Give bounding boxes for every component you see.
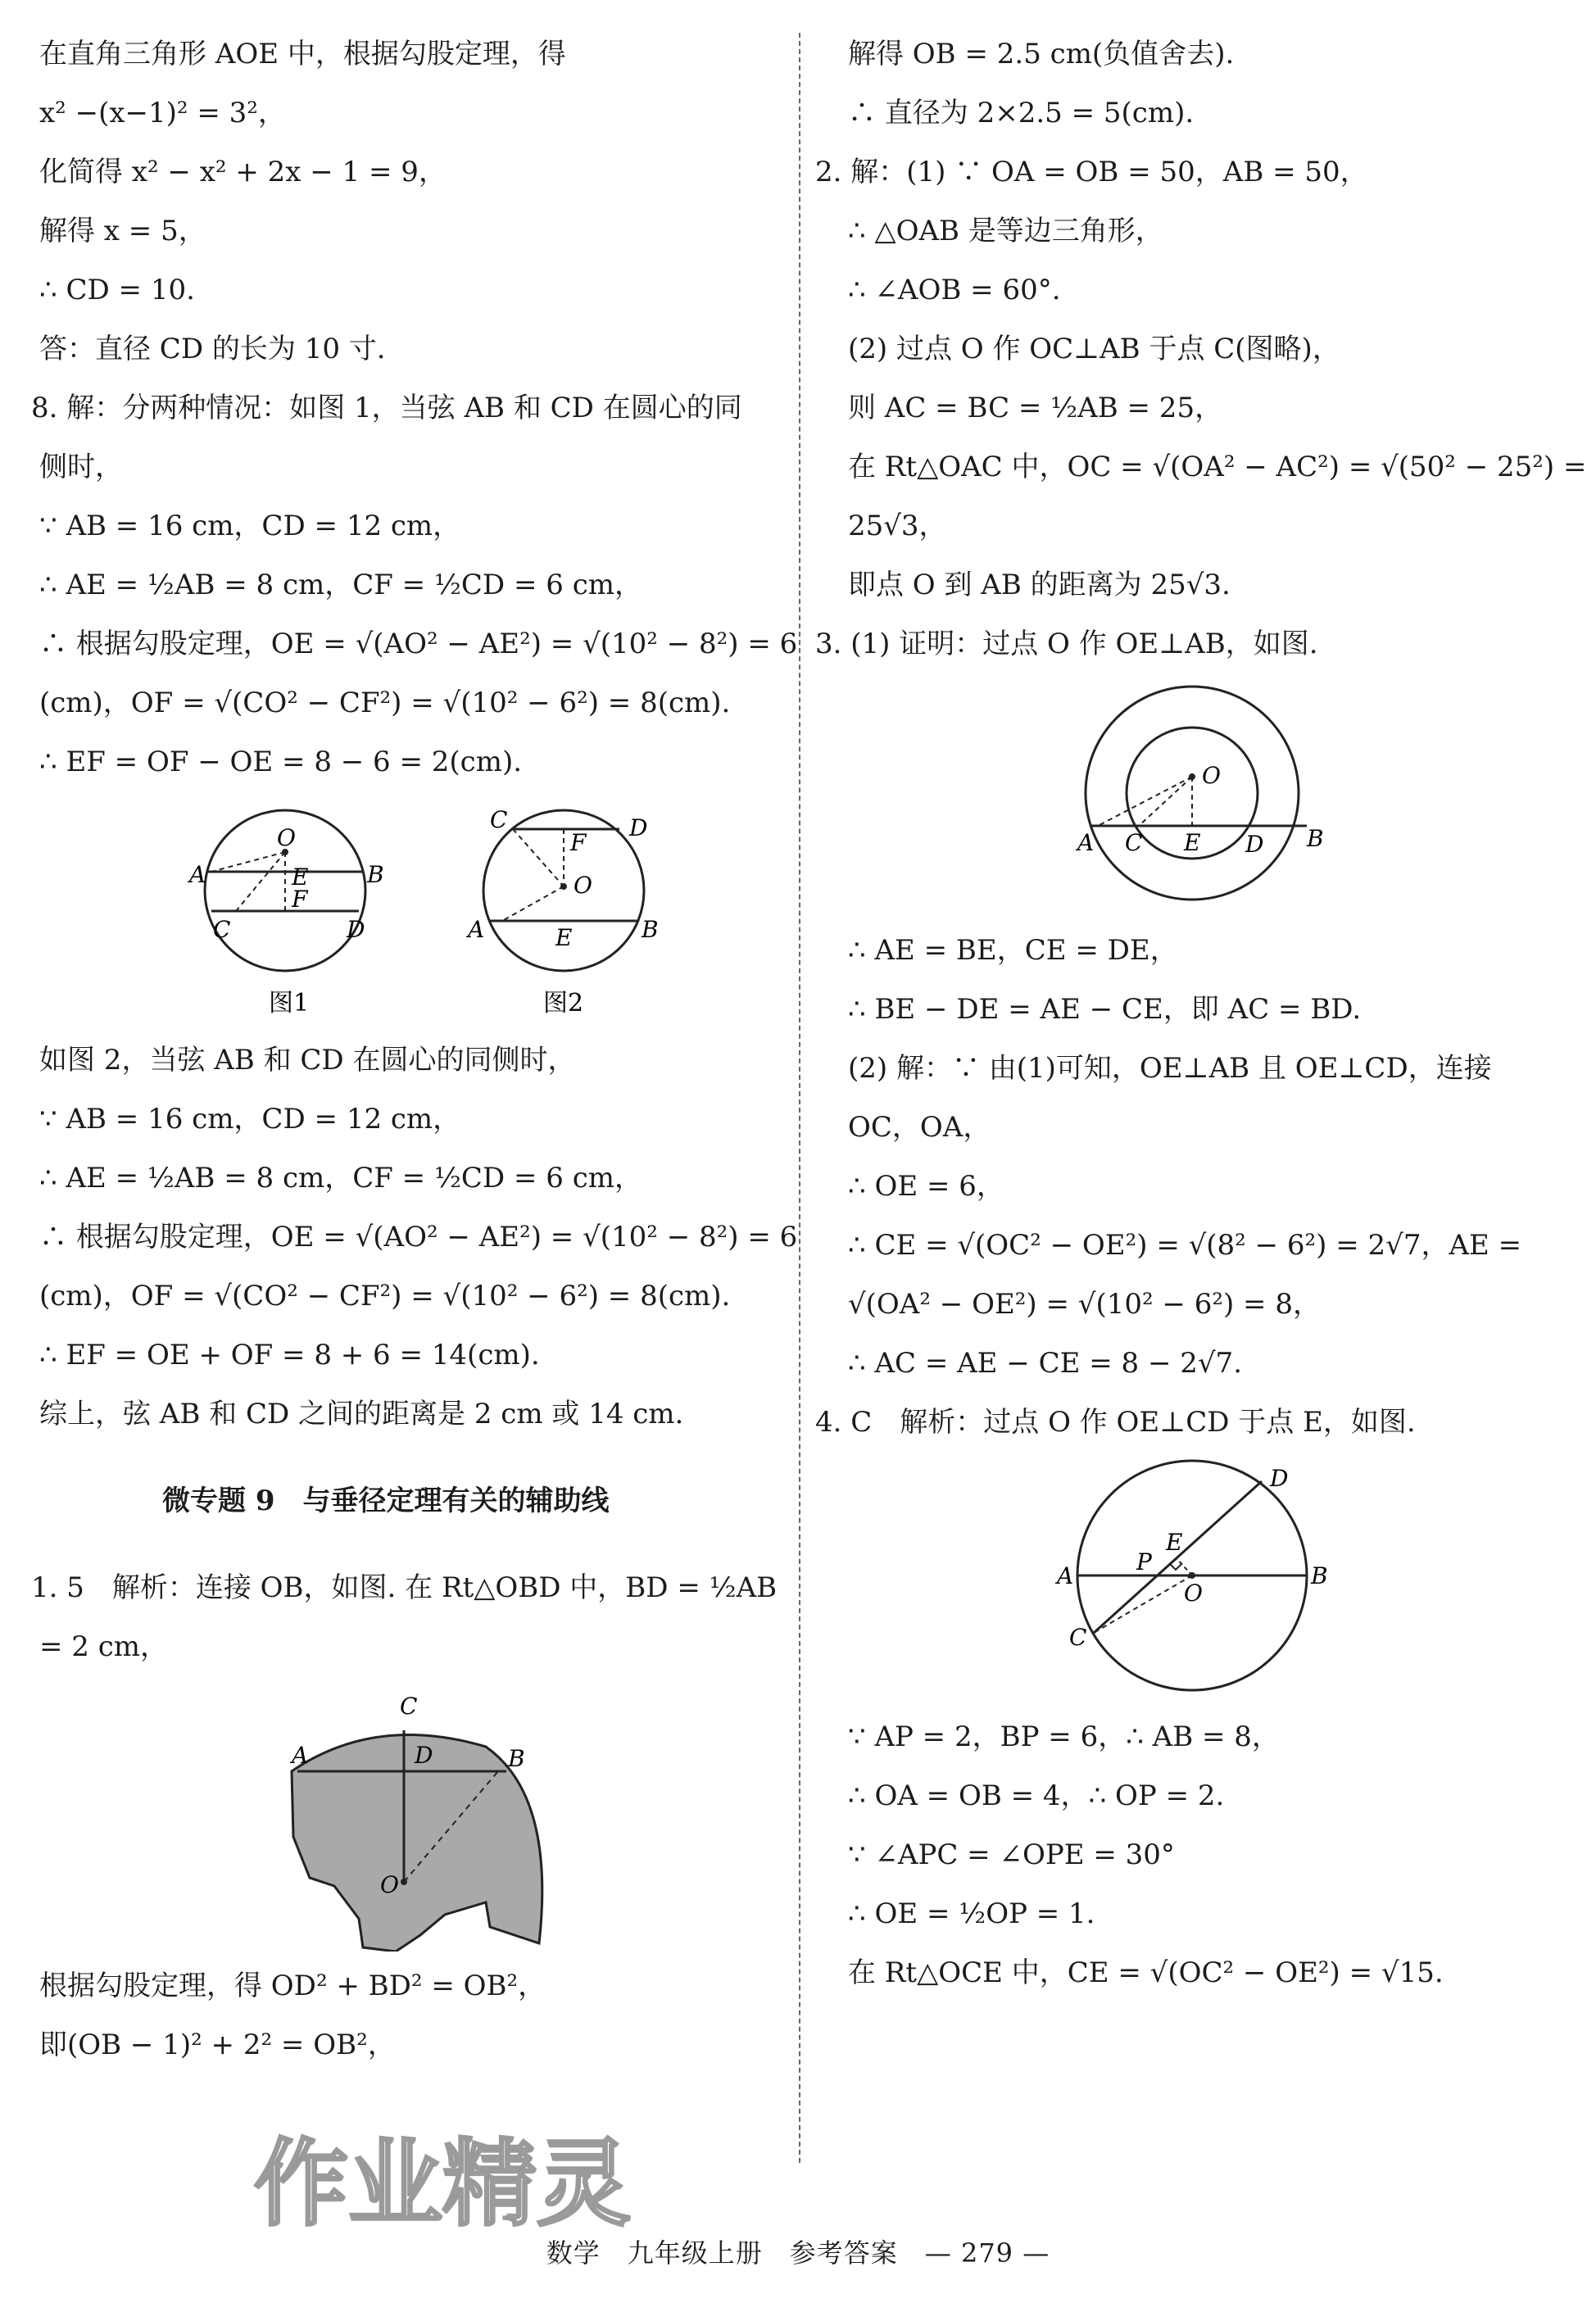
text-line: 即(OB − 1)² + 2² = OB²， bbox=[39, 2029, 396, 2061]
label-B: B bbox=[642, 916, 659, 943]
label-O: O bbox=[277, 824, 296, 851]
text-line: ∵ AP = 2，BP = 6，∴ AB = 8， bbox=[848, 1720, 1280, 1753]
text-line: ∴ ∠AOB = 60°. bbox=[848, 274, 1061, 306]
text-line: 根据勾股定理，得 OD² + BD² = OB²， bbox=[39, 1970, 546, 2002]
figure-concentric bbox=[815, 678, 1569, 916]
text-line: OC，OA， bbox=[848, 1111, 991, 1144]
label-C: C bbox=[1125, 829, 1143, 856]
label-E: E bbox=[555, 924, 573, 951]
label-A: A bbox=[189, 861, 206, 888]
text-line: 侧时， bbox=[39, 451, 123, 483]
text-line: (cm)，OF = √(CO² − CF²) = √(10² − 6²) = 8(cm). bbox=[39, 1280, 731, 1312]
label-A: A bbox=[1077, 829, 1095, 856]
text-line: √(OA² − OE²) = √(10² − 6²) = 8， bbox=[848, 1288, 1321, 1321]
text-line: ∵ ∠APC = ∠OPE = 30° bbox=[848, 1838, 1175, 1871]
text-line: ∴ AC = AE − CE = 8 − 2√7. bbox=[848, 1347, 1242, 1380]
right-column bbox=[815, 25, 1587, 2002]
text-line: 3. (1) 证明：过点 O 作 OE⊥AB，如图. bbox=[815, 628, 1318, 660]
text-line: 化简得 x² − x² + 2x − 1 = 9， bbox=[39, 156, 447, 188]
figure-2-caption: 图2 bbox=[543, 989, 584, 1018]
text-line: ∴ 根据勾股定理，OE = √(AO² − AE²) = √(10² − 8²) = 6 bbox=[39, 628, 798, 660]
page-footer: 数学 九年级上册 参考答案 — 279 — bbox=[546, 2237, 1050, 2269]
figure-1-2 bbox=[31, 796, 785, 1026]
text-line: ∴ BE − DE = AE − CE，即 AC = BD. bbox=[848, 993, 1362, 1026]
text-line: ∴ OA = OB = 4，∴ OP = 2. bbox=[848, 1779, 1225, 1812]
text-line: 解得 x = 5， bbox=[39, 215, 206, 247]
text-line: ∵ AB = 16 cm，CD = 12 cm， bbox=[39, 1103, 461, 1136]
watermark bbox=[246, 2122, 672, 2237]
text-line: 4. C 解析：过点 O 作 OE⊥CD 于点 E，如图. bbox=[815, 1406, 1416, 1439]
figure-2 bbox=[465, 806, 659, 1018]
text-line: 在 Rt△OCE 中，CE = √(OC² − OE²) = √15. bbox=[848, 1956, 1444, 1989]
label-E: E bbox=[292, 864, 309, 891]
label-D: D bbox=[347, 916, 365, 943]
text-line: ∴ EF = OE + OF = 8 + 6 = 14(cm). bbox=[39, 1339, 540, 1371]
text-line: 2. 解：(1) ∵ OA = OB = 50，AB = 50， bbox=[815, 156, 1368, 188]
label-A: A bbox=[468, 916, 485, 943]
label-D: D bbox=[629, 814, 648, 841]
text-line: 即点 O 到 AB 的距离为 25√3. bbox=[848, 569, 1231, 601]
text-line: ∴ CE = √(OC² − OE²) = √(8² − 6²) = 2√7，AE = bbox=[848, 1229, 1522, 1262]
text-line: 1. 5 解析：连接 OB，如图. 在 Rt△OBD 中，BD = ½AB bbox=[31, 1571, 778, 1604]
figure-chord bbox=[815, 1457, 1569, 1702]
label-C: C bbox=[400, 1693, 418, 1720]
text-line: ∴ AE = BE，CE = DE， bbox=[848, 934, 1178, 967]
text-line: ∴ 直径为 2×2.5 = 5(cm). bbox=[848, 97, 1195, 129]
label-C: C bbox=[490, 806, 508, 833]
label-C: C bbox=[213, 916, 231, 943]
text-line: 8. 解：分两种情况：如图 1，当弦 AB 和 CD 在圆心的同 bbox=[31, 392, 742, 424]
text-line: ∴ OE = 6， bbox=[848, 1170, 1004, 1203]
text-line: (2) 解：∵ 由(1)可知，OE⊥AB 且 OE⊥CD，连接 bbox=[848, 1052, 1492, 1085]
label-A: A bbox=[1057, 1562, 1074, 1589]
text-line: 在 Rt△OAC 中，OC = √(OA² − AC²) = √(50² − 25²) = bbox=[848, 451, 1587, 483]
label-O: O bbox=[1184, 1580, 1203, 1607]
figure-arc bbox=[31, 1681, 785, 1952]
text-line: (2) 过点 O 作 OC⊥AB 于点 C(图略)， bbox=[848, 333, 1340, 365]
column-divider bbox=[799, 33, 800, 2163]
label-B: B bbox=[1311, 1562, 1328, 1589]
text-line: ∵ AB = 16 cm，CD = 12 cm， bbox=[39, 510, 461, 542]
figure-1-caption: 图1 bbox=[269, 989, 310, 1018]
label-D: D bbox=[415, 1742, 433, 1769]
text-line: ∴ AE = ½AB = 8 cm，CF = ½CD = 6 cm， bbox=[39, 1162, 642, 1195]
text-line: ∴ CD = 10. bbox=[39, 274, 195, 306]
text-line: 25√3， bbox=[848, 510, 947, 542]
watermark-text: 作业精灵 bbox=[254, 2128, 632, 2237]
text-line: = 2 cm， bbox=[39, 1630, 169, 1663]
label-O: O bbox=[1202, 762, 1221, 789]
section-header: 微专题 9 与垂径定理有关的辅助线 bbox=[162, 1485, 610, 1517]
label-D: D bbox=[1245, 831, 1264, 858]
label-F: F bbox=[292, 886, 308, 913]
text-line: ∴ 根据勾股定理，OE = √(AO² − AE²) = √(10² − 8²) = 6 bbox=[39, 1221, 798, 1253]
text-line: ∴ EF = OF − OE = 8 − 6 = 2(cm). bbox=[39, 746, 523, 778]
label-B: B bbox=[1307, 825, 1324, 852]
text-line: 如图 2，当弦 AB 和 CD 在圆心的同侧时， bbox=[39, 1044, 576, 1077]
left-column bbox=[31, 25, 798, 2074]
label-C: C bbox=[1069, 1624, 1087, 1651]
text-line: ∴ OE = ½OP = 1. bbox=[848, 1897, 1095, 1930]
text-line: ∴ △OAB 是等边三角形， bbox=[848, 215, 1163, 247]
text-line: (cm)，OF = √(CO² − CF²) = √(10² − 6²) = 8(cm). bbox=[39, 687, 731, 719]
text-line: x² −(x−1)² = 3²， bbox=[39, 97, 286, 129]
text-line: 综上，弦 AB 和 CD 之间的距离是 2 cm 或 14 cm. bbox=[39, 1398, 684, 1430]
label-D: D bbox=[1270, 1465, 1289, 1492]
label-B: B bbox=[367, 861, 384, 888]
label-O: O bbox=[380, 1871, 399, 1898]
label-A: A bbox=[292, 1742, 309, 1769]
figure-1 bbox=[187, 810, 384, 1018]
text-line: 在直角三角形 AOE 中，根据勾股定理，得 bbox=[39, 38, 566, 70]
label-O: O bbox=[574, 872, 592, 899]
text-line: ∴ AE = ½AB = 8 cm，CF = ½CD = 6 cm， bbox=[39, 569, 642, 601]
label-P: P bbox=[1136, 1548, 1152, 1575]
label-E: E bbox=[1166, 1529, 1183, 1556]
label-E: E bbox=[1184, 829, 1201, 856]
text-line: 解得 OB = 2.5 cm(负值舍去). bbox=[848, 38, 1235, 70]
text-line: 答：直径 CD 的长为 10 寸. bbox=[39, 333, 386, 365]
label-F: F bbox=[570, 829, 587, 856]
label-B: B bbox=[508, 1745, 525, 1772]
text-line: 则 AC = BC = ½AB = 25， bbox=[848, 392, 1223, 424]
